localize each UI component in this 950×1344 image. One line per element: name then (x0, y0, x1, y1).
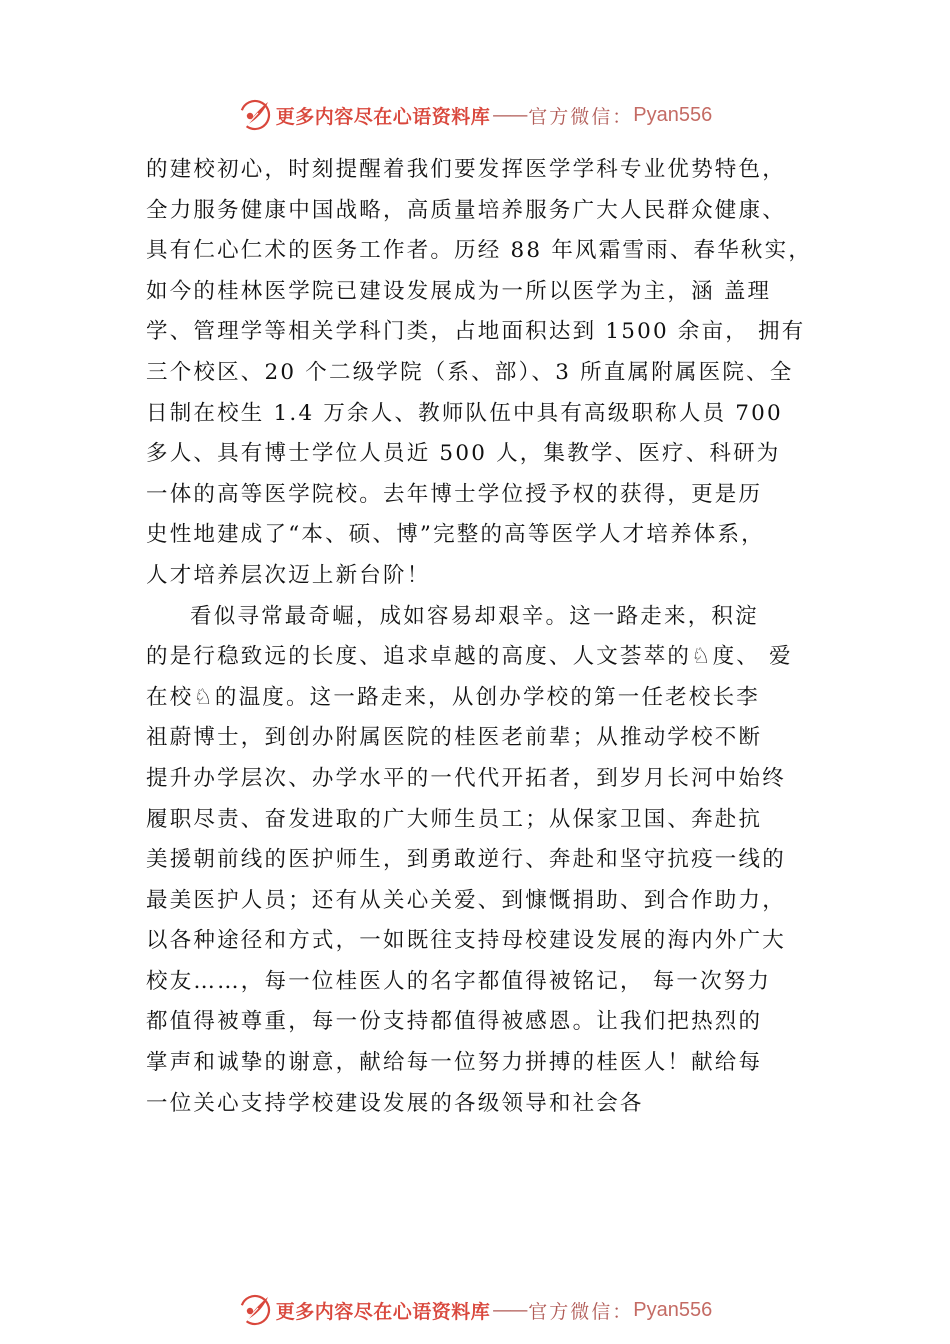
quill-logo-icon (238, 1293, 272, 1327)
watermark-main-text: 更多内容尽在心语资料库 (275, 1300, 491, 1323)
watermark-sub-text: 官方微信： (528, 105, 634, 128)
watermark-dash: —— (492, 104, 527, 126)
text-line: 提升办学层次、办学水平的一代代开拓者，到岁月长河中始终 (146, 765, 786, 791)
text-line: 履职尽责、奋发进取的广大师生员工；从保家卫国、奔赴抗 (146, 806, 763, 832)
watermark-wechat-id: Pyan556 (633, 103, 713, 126)
text-line: 具有仁心仁术的医务工作者。历经 88 年风霜雪雨、春华秋实， (146, 238, 813, 264)
text-line: 最美医护人员；还有从关心关爱、到慷慨捐助、到合作助力， (146, 887, 786, 913)
text-line: 全力服务健康中国战略，高质量培养服务广大人民群众健康、 (146, 197, 786, 223)
text-line: 都值得被尊重，每一份支持都值得被感恩。让我们把热烈的 (146, 1009, 763, 1035)
text-line: 日制在校生 1.4 万余人、教师队伍中具有高级职称人员 700 (146, 400, 783, 426)
text-line: 史性地建成了“本、硕、博”完整的高等医学人才培养体系， (146, 522, 765, 548)
text-line: 学、管理学等相关学科门类，占地面积达到 1500 余亩， 拥有 (146, 319, 806, 345)
text-line: 三个校区、20 个二级学院（系、部）、3 所直属附属医院、全 (146, 359, 794, 385)
text-line: 的建校初心，时刻提醒着我们要发挥医学学科专业优势特色， (146, 157, 786, 182)
text-line: 多人、具有博士学位人员近 500 人，集教学、医疗、科研为 (146, 441, 781, 467)
text-line: 的是行稳致远的长度、追求卓越的高度、人文荟萃的♘度、 爱 (146, 644, 793, 670)
footer-watermark (0, 1290, 950, 1330)
text-line: 如今的桂林医学院已建设发展成为一所以医学为主，涵 盖理 (146, 278, 772, 304)
text-line: 人才培养层次迈上新台阶！ (146, 562, 431, 588)
text-line: 一位关心支持学校建设发展的各级领导和社会各 (146, 1090, 644, 1116)
watermark-wechat-id: Pyan556 (633, 1298, 713, 1321)
paragraph-first-line: 看似寻常最奇崛，成如容易却艰辛。这一路走来，积淀 (190, 603, 759, 629)
watermark-dash: —— (492, 1299, 527, 1321)
quill-logo-icon (238, 98, 272, 132)
text-line: 在校♘的温度。这一路走来，从创办学校的第一任老校长李 (146, 684, 760, 710)
document-body (146, 150, 866, 1124)
text-line: 校友……，每一位桂医人的名字都值得被铭记， 每一次努力 (146, 968, 772, 994)
text-line: 掌声和诚挚的谢意，献给每一位努力拼搏的桂医人！献给每 (146, 1050, 763, 1076)
text-line: 一体的高等医学院校。去年博士学位授予权的获得，更是历 (146, 481, 763, 507)
text-line: 祖蔚博士，到创办附属医院的桂医老前辈；从推动学校不断 (146, 725, 763, 751)
text-line: 以各种途径和方式，一如既往支持母校建设发展的海内外广大 (146, 928, 786, 954)
watermark-main-text: 更多内容尽在心语资料库 (275, 105, 491, 128)
watermark-sub-text: 官方微信： (528, 1300, 634, 1323)
text-line: 美援朝前线的医护师生，到勇敢逆行、奔赴和坚守抗疫一线的 (146, 847, 786, 873)
header-watermark (0, 95, 950, 135)
